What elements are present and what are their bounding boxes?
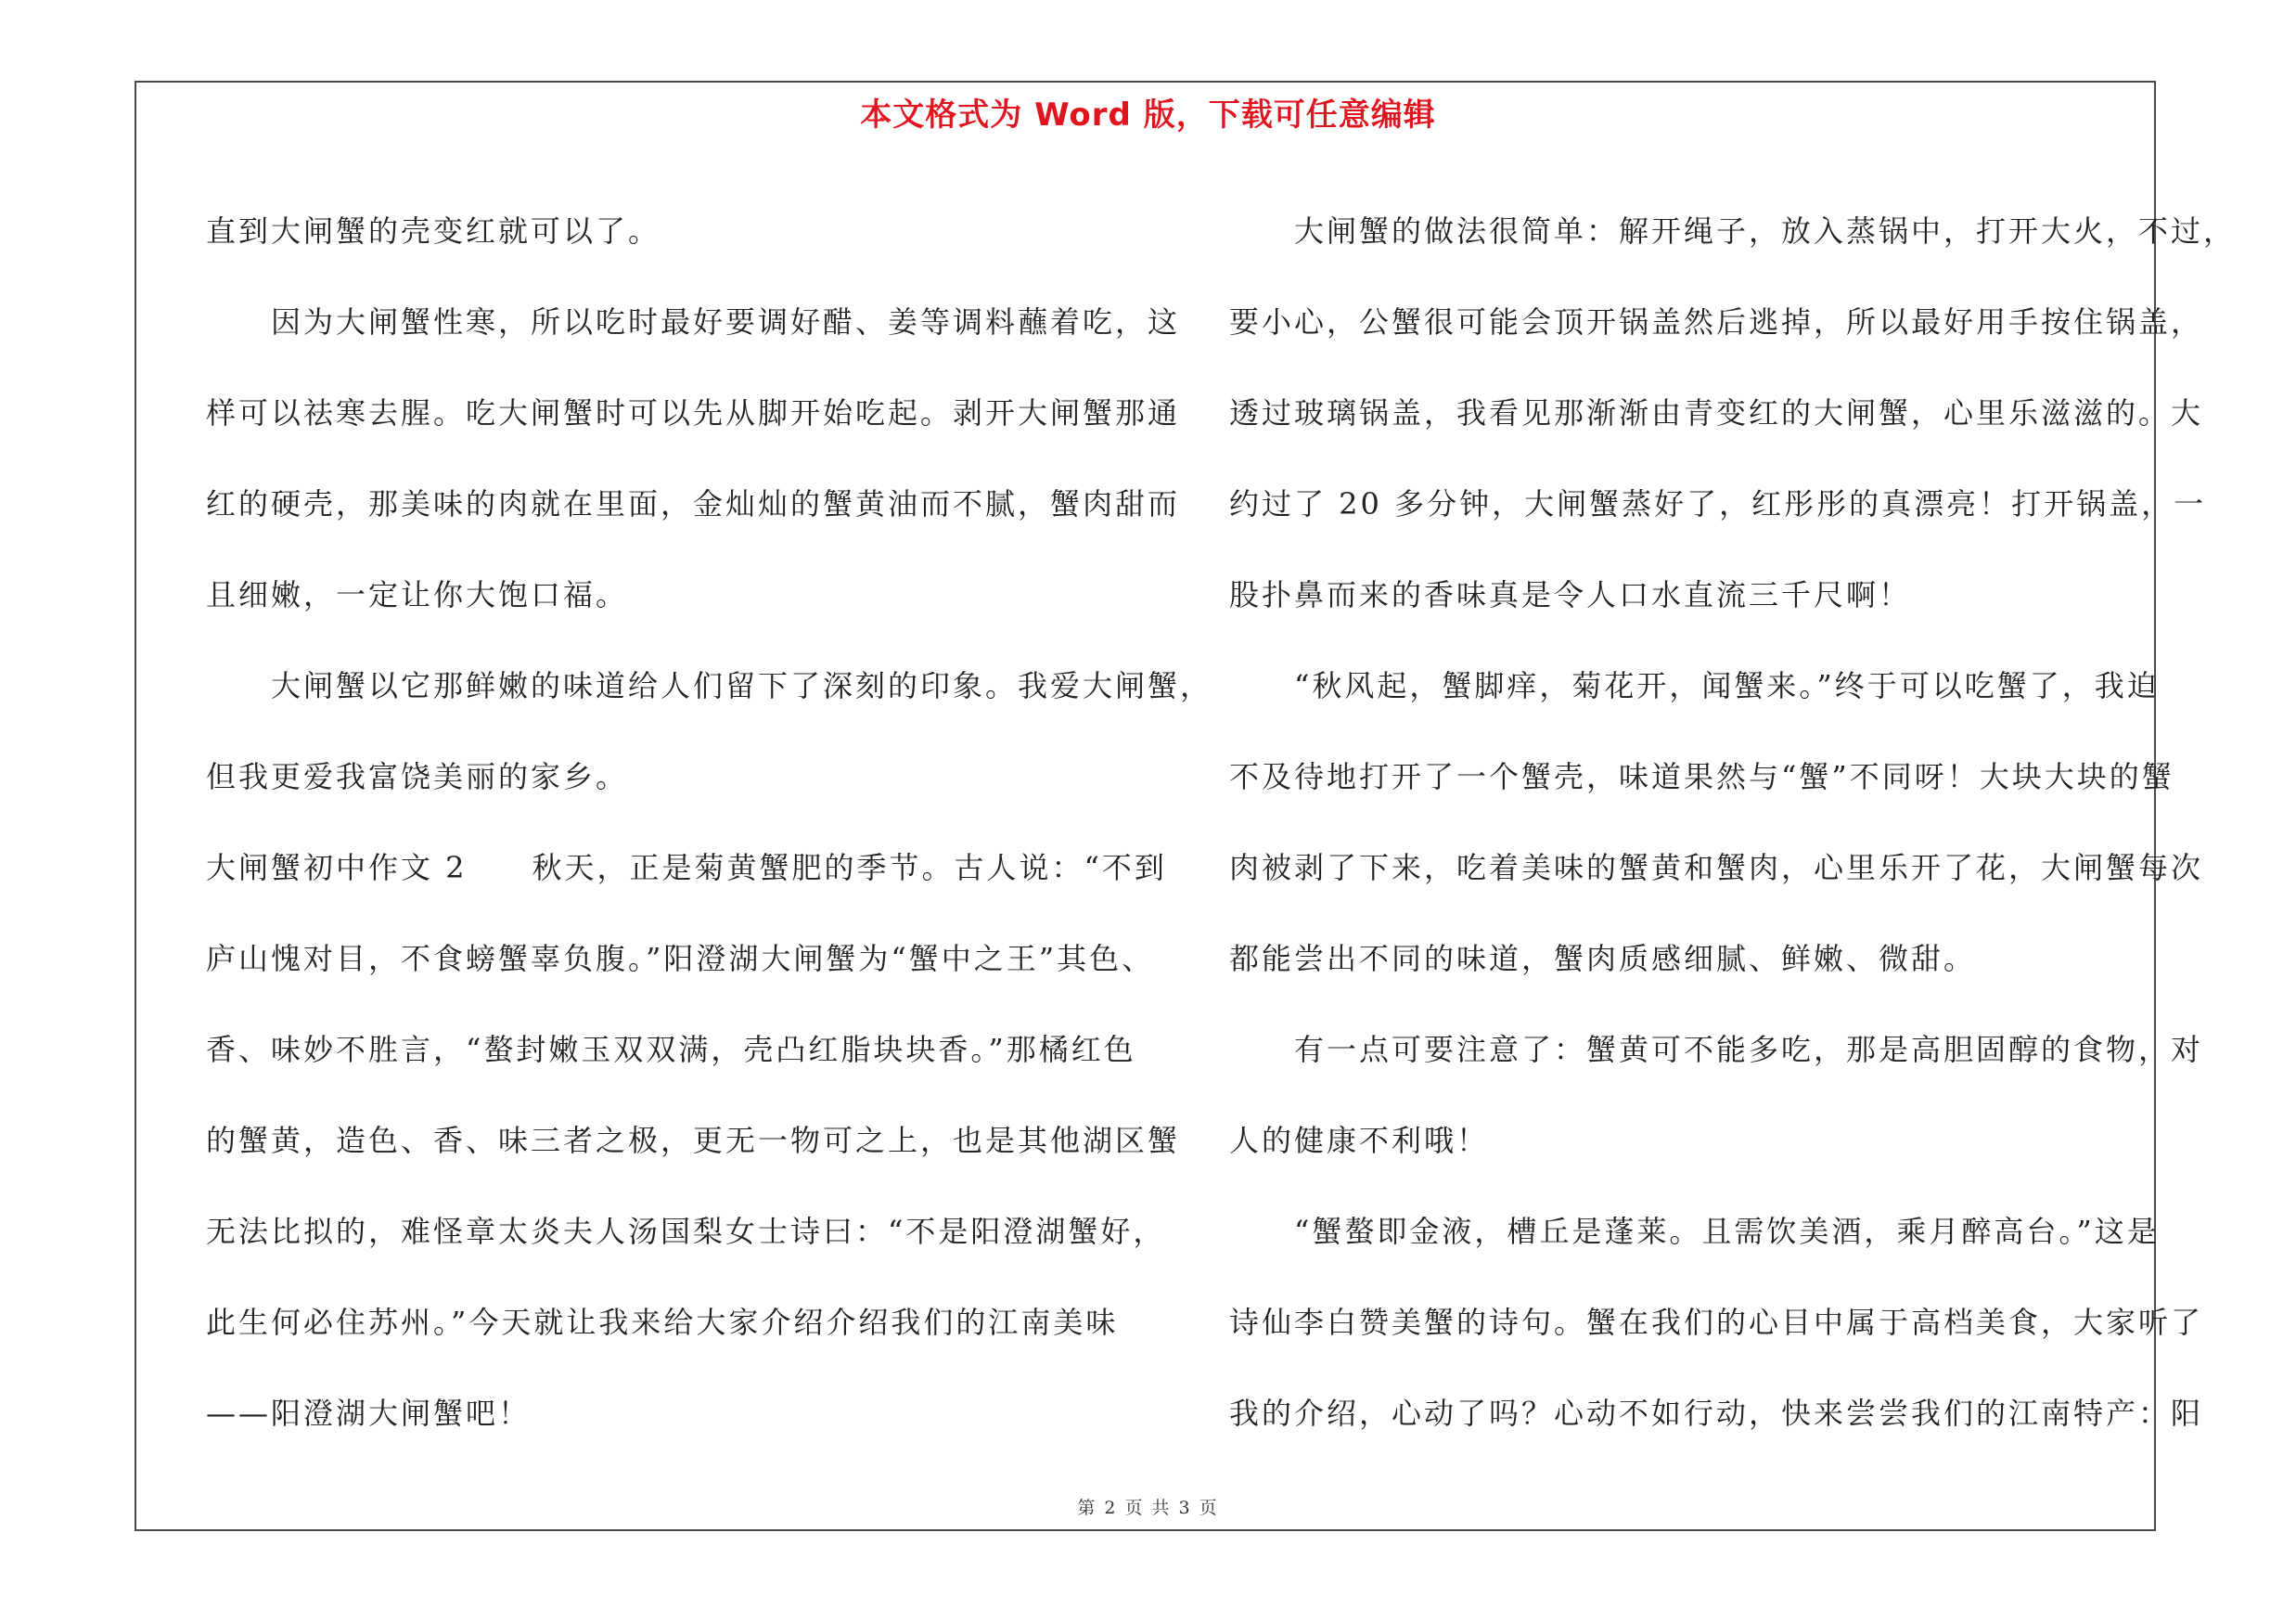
text-line: 此生何必住苏州。”今天就让我来给大家介绍介绍我们的江南美味 <box>206 1305 1119 1340</box>
text-line: 诗仙李白赞美蟹的诗句。蟹在我们的心目中属于高档美食，大家听了 <box>1229 1305 2204 1340</box>
text-line: “蟹螯即金液，槽丘是蓬莱。且需饮美酒，乘月醉高台。”这是 <box>1229 1214 2160 1249</box>
right-text-column <box>1229 186 2237 1459</box>
text-line: 无法比拟的，难怪章太炎夫人汤国梨女士诗曰：“不是阳澄湖蟹好， <box>206 1214 1166 1249</box>
text-line: 人的健康不利哦！ <box>1229 1123 1490 1158</box>
essay-title-line: 大闸蟹初中作文 2 秋天，正是菊黄蟹肥的季节。古人说：“不到 <box>206 850 1167 885</box>
page-number-footer: 第 2 页 共 3 页 <box>1077 1498 1219 1518</box>
text-line: 大闸蟹的做法很简单：解开绳子，放入蒸锅中，打开大火，不过， <box>1229 213 2237 249</box>
left-text-column <box>206 186 1213 1459</box>
text-line: ——阳澄湖大闸蟹吧！ <box>206 1396 532 1431</box>
text-line: 要小心，公蟹很可能会顶开锅盖然后逃掉，所以最好用手按住锅盖， <box>1229 304 2204 340</box>
text-line: 样可以祛寒去腥。吃大闸蟹时可以先从脚开始吃起。剥开大闸蟹那通 <box>206 395 1181 431</box>
text-line: 但我更爱我富饶美丽的家乡。 <box>206 759 629 794</box>
text-line: 不及待地打开了一个蟹壳，味道果然与“蟹”不同呀！大块大块的蟹 <box>1229 759 2174 794</box>
text-line: 都能尝出不同的味道，蟹肉质感细腻、鲜嫩、微甜。 <box>1229 941 1977 976</box>
text-line: 肉被剥了下来，吃着美味的蟹黄和蟹肉，心里乐开了花，大闸蟹每次 <box>1229 850 2204 885</box>
text-line: 我的介绍，心动了吗？心动不如行动，快来尝尝我们的江南特产：阳 <box>1229 1396 2204 1431</box>
text-line: 庐山愧对目，不食螃蟹辜负腹。”阳澄湖大闸蟹为“蟹中之王”其色、 <box>206 941 1155 976</box>
text-line: 有一点可要注意了：蟹黄可不能多吃，那是高胆固醇的食物，对 <box>1229 1032 2204 1067</box>
text-line: 股扑鼻而来的香味真是令人口水直流三千尺啊！ <box>1229 577 1912 612</box>
text-line: 大闸蟹以它那鲜嫩的味道给人们留下了深刻的印象。我爱大闸蟹， <box>206 668 1213 703</box>
text-line: 因为大闸蟹性寒，所以吃时最好要调好醋、姜等调料蘸着吃，这 <box>206 304 1181 340</box>
text-line: 透过玻璃锅盖，我看见那渐渐由青变红的大闸蟹，心里乐滋滋的。大 <box>1229 395 2204 431</box>
text-line: 且细嫩，一定让你大饱口福。 <box>206 577 629 612</box>
text-line: 的蟹黄，造色、香、味三者之极，更无一物可之上，也是其他湖区蟹 <box>206 1123 1181 1158</box>
text-line: 约过了 20 多分钟，大闸蟹蒸好了，红彤彤的真漂亮！打开锅盖，一 <box>1229 486 2207 522</box>
text-line: 红的硬壳，那美味的肉就在里面，金灿灿的蟹黄油而不腻，蟹肉甜而 <box>206 486 1181 522</box>
text-line: 香、味妙不胜言，“螯封嫩玉双双满，壳凸红脂块块香。”那橘红色 <box>206 1032 1136 1067</box>
text-line: “秋风起，蟹脚痒，菊花开，闻蟹来。”终于可以吃蟹了，我迫 <box>1229 668 2160 703</box>
format-banner: 本文格式为 Word 版，下载可任意编辑 <box>860 97 1436 134</box>
text-line: 直到大闸蟹的壳变红就可以了。 <box>206 213 661 249</box>
